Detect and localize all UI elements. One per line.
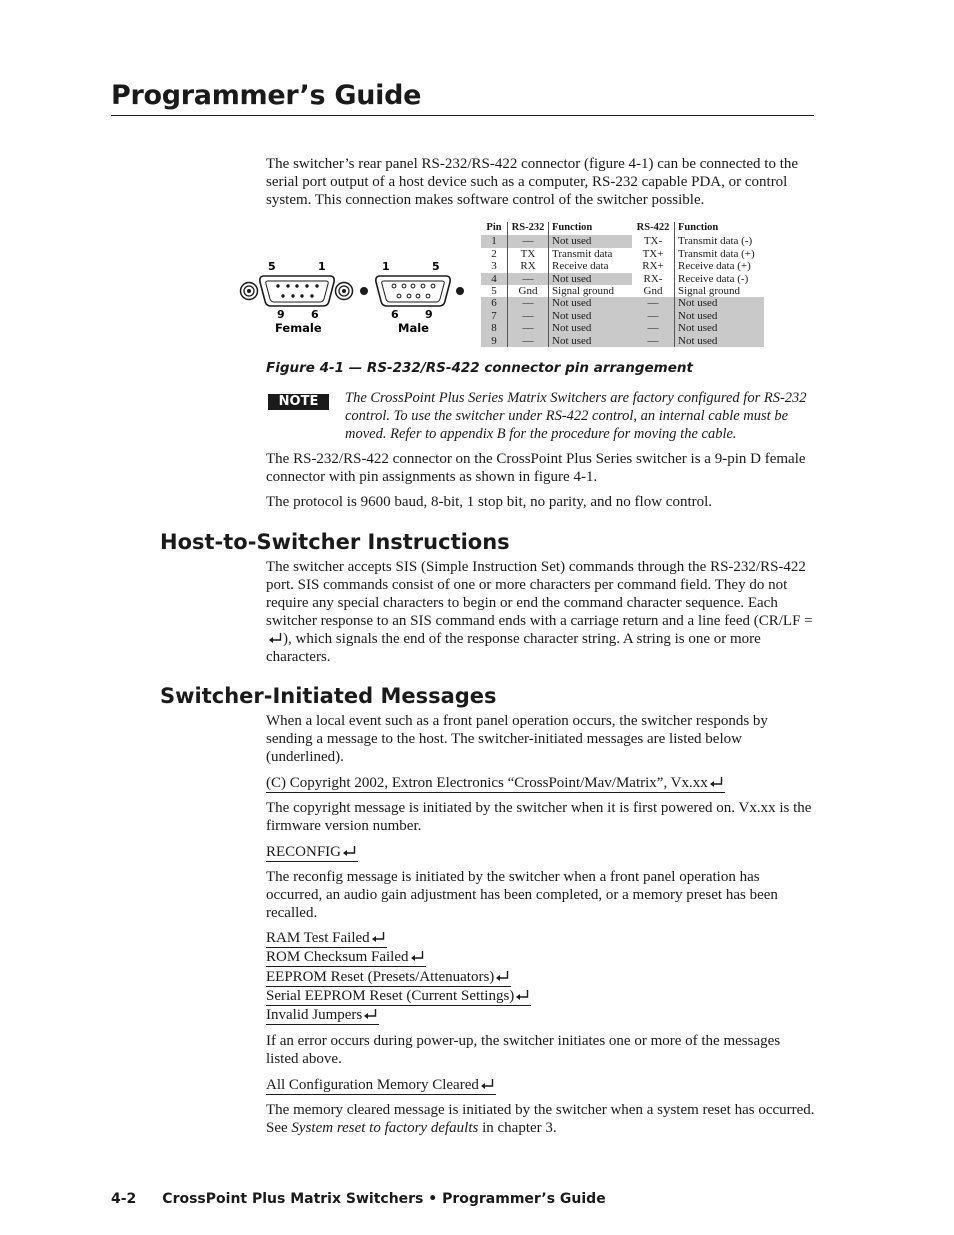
title-divider [111,115,814,116]
table-cell: 9 [481,335,508,347]
table-row [481,297,764,309]
table-cell: Transmit data (-) [678,235,753,248]
cleared-text-end: in chapter 3. [478,1120,557,1136]
table-cell: Signal ground [552,285,615,298]
table-cell: — [508,235,549,247]
error-message-text: Serial EEPROM Reset (Current Settings) [266,988,515,1004]
error-description: If an error occurs during power-up, the switcher initiates one or more of the messages listed above. [266,1033,781,1067]
return-icon [342,845,356,857]
return-icon [363,1008,377,1020]
table-header: RS-232 [508,222,549,235]
male-pin-label: 9 [425,308,433,321]
table-cell: Not used [549,310,633,322]
reconfig-message [266,844,358,862]
table-row [481,285,764,297]
return-icon [495,970,509,982]
table-cell: Not used [675,297,765,309]
reconfig-description: The reconfig message is initiated by the switcher when a front panel operation has occurred, an audio gain adjustment has been completed, or a memory preset has been recalled. [266,869,778,921]
error-message [266,1007,379,1025]
error-message-text: Invalid Jumpers [266,1007,363,1023]
table-header: RS-422 [632,222,675,235]
table-cell: Not used [675,322,765,334]
connector-paragraph: The RS-232/RS-422 connector on the CrossPoint Plus Series switcher is a 9-pin D female connector with pin assignments as shown in figure 4-1. [266,451,806,485]
table-cell: — [508,322,549,334]
cross-reference: System reset to factory defaults [291,1120,479,1136]
return-icon [371,931,385,943]
table-cell: — [632,310,675,322]
table-row [481,248,764,260]
cleared-message-text: All Configuration Memory Cleared [266,1077,479,1093]
table-row [481,235,764,247]
table-cell: 2 [481,248,508,260]
note-text: The CrossPoint Plus Series Matrix Switchers are factory configured for RS-232 control. To use the switcher under RS-422 control, an internal cable must be moved. Refer to appendix B for the procedure for moving the cable. [345,390,807,442]
return-icon [410,950,424,962]
male-pin-label: 6 [391,308,399,321]
table-cell: — [508,297,549,309]
return-icon [480,1078,494,1090]
host-text-end: ), which signals the end of the response character string. A string is one or more characters. [266,631,761,665]
table-row [481,273,764,285]
table-row [481,310,764,322]
host-paragraph [266,558,816,666]
page-title: Programmer’s Guide [111,80,422,111]
error-message [266,969,511,987]
female-pin-label: 1 [318,260,326,273]
table-cell: 3 [481,260,508,272]
messages-intro: When a local event such as a front panel operation occurs, the switcher responds by sending a message to the host. The switcher-initiated messages are listed below (underlined). [266,713,768,765]
table-cell: RX [508,260,549,272]
error-message-text: ROM Checksum Failed [266,949,409,965]
return-icon [515,989,529,1001]
footer-text: CrossPoint Plus Matrix Switchers • Programmer’s Guide [162,1191,606,1207]
female-label: Female [275,321,322,335]
table-cell: 8 [481,322,508,334]
table-cell: Gnd [508,285,549,297]
table-cell: Signal ground [678,285,741,298]
cleared-text-start: The memory cleared message is initiated by the switcher when a system reset has occurred. See [266,1102,815,1136]
intro-paragraph: The switcher’s rear panel RS-232/RS-422 connector (figure 4-1) can be connected to the serial port output of a host device such as a computer, RS-232 capable PDA, or control system. This connection makes software control of the switcher possible. [266,156,799,208]
return-icon [709,776,723,788]
table-cell: Not used [675,310,765,322]
note-badge: NOTE [268,394,329,410]
table-cell: Receive data (-) [678,272,749,285]
cleared-description [266,1101,816,1137]
table-cell: TX+ [632,248,675,260]
protocol-paragraph: The protocol is 9600 baud, 8-bit, 1 stop bit, no parity, and no flow control. [266,494,713,510]
table-cell: RX- [632,273,675,285]
figure-caption: Figure 4-1 — RS-232/RS-422 connector pin arrangement [266,360,693,376]
section-heading-messages: Switcher-Initiated Messages [160,684,497,708]
table-cell: — [632,297,675,309]
copyright-description: The copyright message is initiated by the switcher when it is first powered on. Vx.xx is the firmware version number. [266,800,812,834]
table-header: Function [678,222,719,233]
table-header: Function [552,222,593,233]
table-cell: 7 [481,310,508,322]
return-icon [267,632,283,644]
table-cell: 5 [481,285,508,297]
table-cell: TX- [632,235,675,247]
table-cell: Not used [549,322,633,334]
pin-assignment-table [481,222,764,347]
page-footer [111,1191,606,1207]
female-connector [241,260,353,335]
error-message [266,930,387,948]
error-message [266,988,531,1006]
copyright-message-text: (C) Copyright 2002, Extron Electronics “CrossPoint/Mav/Matrix”, Vx.xx [266,775,708,791]
host-text-start: The switcher accepts SIS (Simple Instruction Set) commands through the RS-232/RS-422 port. SIS commands consist of one or more characters per command field. They do not require any special characters to begin or end the command character sequence. Each switcher response to an SIS command ends with a carriage return and a line feed (CR/LF = [266,559,813,629]
page-number: 4-2 [111,1191,137,1207]
table-cell: Not used [549,235,633,247]
table-cell: — [508,310,549,322]
table-cell: Not used [549,273,633,285]
table-cell: Transmit data [552,247,613,260]
table-cell: — [508,335,549,347]
table-cell: 6 [481,297,508,309]
table-cell: Not used [549,297,633,309]
table-header: Pin [481,222,508,235]
female-pin-label: 5 [268,260,276,273]
error-message-text: RAM Test Failed [266,930,370,946]
table-cell: 1 [481,235,508,247]
cleared-message [266,1077,496,1095]
female-pin-label: 9 [277,308,285,321]
connector-diagram [238,255,470,339]
male-pin-label: 5 [432,260,440,273]
table-cell: — [508,273,549,285]
female-pin-label: 6 [311,308,319,321]
table-cell: — [632,335,675,347]
table-header-row [481,222,764,235]
section-heading-host: Host-to-Switcher Instructions [160,530,510,554]
male-connector [360,260,464,335]
male-label: Male [398,321,429,335]
table-cell: RX+ [632,260,675,272]
copyright-message [266,775,725,793]
reconfig-message-text: RECONFIG [266,844,342,860]
error-message-text: EEPROM Reset (Presets/Attenuators) [266,969,495,985]
table-row [481,335,764,347]
table-cell: TX [508,248,549,260]
table-cell: 4 [481,273,508,285]
male-pin-label: 1 [382,260,390,273]
table-row [481,260,764,272]
table-cell: Transmit data (+) [678,247,755,260]
error-message [266,949,426,967]
table-row [481,322,764,334]
table-cell: Not used [675,335,765,347]
table-cell: Receive data [552,260,609,273]
table-cell: Not used [549,335,633,347]
table-cell: Gnd [632,285,675,297]
table-cell: Receive data (+) [678,260,751,273]
table-cell: — [632,322,675,334]
